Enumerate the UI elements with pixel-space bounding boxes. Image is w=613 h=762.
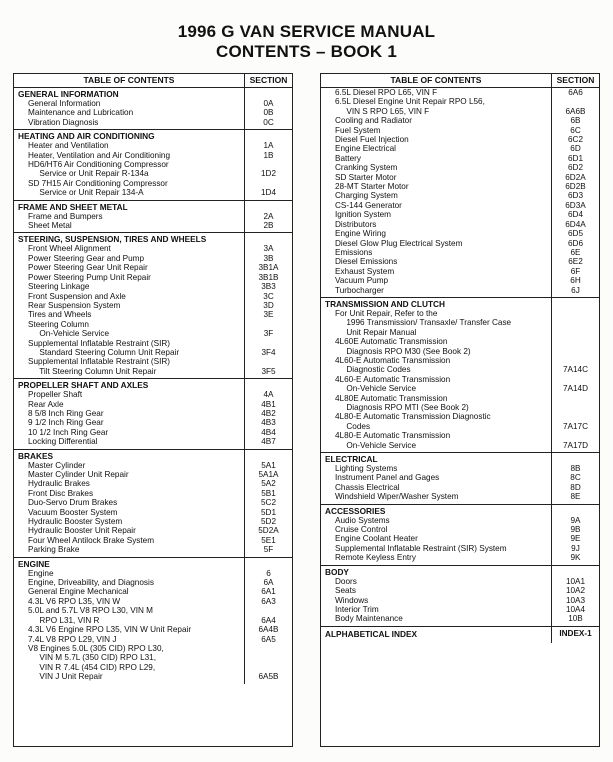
toc-group-title: ENGINE — [18, 558, 50, 569]
toc-section-code: 6H — [570, 276, 581, 286]
toc-entry[interactable] — [321, 375, 599, 394]
toc-entry[interactable] — [321, 276, 599, 285]
toc-entry-title: 8 5/8 Inch Ring Gear — [28, 408, 104, 418]
toc-entry[interactable] — [321, 553, 599, 562]
toc-entry-title: 4L80-E Automatic Transmission Diagnostic Codes — [335, 412, 491, 431]
toc-section-code: 6D5 — [567, 229, 584, 239]
toc-section-code: 5F — [263, 545, 274, 555]
toc-section-code: 6E2 — [568, 257, 583, 267]
toc-entry-title: Tires and Wheels — [28, 310, 92, 320]
toc-entry-title: Turbocharger — [335, 285, 384, 295]
toc-entry-title: Heater and Ventilation — [28, 141, 109, 151]
toc-entry[interactable] — [321, 239, 599, 248]
toc-entry[interactable] — [321, 154, 599, 163]
toc-entry-title: 10 1/2 Inch Ring Gear — [28, 427, 109, 437]
toc-group — [321, 566, 599, 627]
toc-entry[interactable] — [14, 320, 292, 339]
toc-section-code: 7A14D — [562, 384, 589, 394]
toc-entry-title: Audio Systems — [335, 515, 390, 525]
toc-group — [321, 627, 599, 643]
toc-entry-title: 6.5L Diesel RPO L65, VIN F — [335, 88, 438, 97]
contents-title: CONTENTS – BOOK 1 — [216, 42, 397, 61]
toc-entry[interactable] — [321, 544, 599, 553]
toc-entry[interactable] — [14, 437, 292, 446]
toc-section-code: 6D4 — [567, 210, 584, 220]
toc-entry-title: HD6/HT6 Air Conditioning Compressor Service or Unit Repair R-134a — [28, 160, 169, 179]
toc-entry-title: Fuel System — [335, 125, 381, 135]
toc-section-code: 6A — [263, 578, 274, 588]
toc-section-code: 6A6B — [565, 106, 586, 116]
toc-table-left — [13, 73, 293, 747]
toc-section-code: 8E — [570, 492, 581, 502]
toc-group-title: ELECTRICAL — [325, 454, 378, 465]
toc-entry-title: Engine Wiring — [335, 229, 386, 239]
toc-header — [14, 74, 292, 88]
toc-section-code: 6F — [570, 266, 581, 276]
toc-section-code: 6D3A — [565, 200, 586, 210]
toc-entry-title: Four Wheel Antilock Brake System — [28, 535, 155, 545]
toc-entry-title: Heater, Ventilation and Air Conditioning — [28, 150, 171, 160]
toc-entry-title: Cruise Control — [335, 525, 388, 535]
toc-group — [14, 130, 292, 200]
toc-entry[interactable] — [321, 577, 599, 586]
toc-entry-title: Frame and Bumpers — [28, 211, 103, 221]
toc-section-code: 10A1 — [565, 576, 586, 586]
manual-title: 1996 G VAN SERVICE MANUAL — [177, 22, 436, 41]
toc-section-code: 7A17D — [562, 440, 589, 450]
toc-entry-title: Diesel Fuel Injection — [335, 135, 409, 145]
toc-section-code: 5D2 — [260, 517, 277, 527]
toc-entry[interactable] — [321, 516, 599, 525]
toc-entry[interactable] — [321, 586, 599, 595]
toc-group — [321, 88, 599, 298]
toc-section-code: 6 — [266, 568, 271, 578]
toc-entry[interactable] — [14, 292, 292, 301]
toc-section-code: 10B — [568, 614, 583, 624]
toc-section-code: 6E — [570, 247, 581, 257]
toc-entry-title: General Engine Mechanical — [28, 587, 129, 597]
toc-section-code: 0B — [263, 108, 274, 118]
toc-entry[interactable] — [14, 489, 292, 498]
toc-entry-title: 7.4L V8 RPO L29, VIN J — [28, 634, 117, 644]
toc-entry[interactable] — [14, 625, 292, 634]
toc-entry-title: Vibration Diagnosis — [28, 117, 99, 127]
toc-section-code: 6J — [571, 285, 580, 295]
toc-entry[interactable] — [14, 357, 292, 376]
toc-entry-title: Remote Keyless Entry — [335, 553, 416, 563]
toc-group-title: STEERING, SUSPENSION, TIRES AND WHEELS — [18, 234, 207, 245]
toc-entry[interactable] — [14, 282, 292, 291]
toc-section-code: 0C — [263, 117, 274, 127]
toc-entry[interactable] — [14, 517, 292, 526]
toc-entry-title: Front Disc Brakes — [28, 488, 94, 498]
toc-entry-title: Charging System — [335, 191, 398, 201]
toc-entry-title: Emissions — [335, 247, 373, 257]
toc-entry-title: 4L60-E Automatic Transmission On-Vehicle Service — [335, 374, 451, 394]
toc-section-code: 6D — [570, 144, 581, 154]
toc-group — [14, 88, 292, 130]
toc-entry[interactable] — [14, 606, 292, 625]
toc-section-code: 9J — [571, 543, 580, 553]
toc-entry-title: Body Maintenance — [335, 614, 403, 624]
toc-header-section: SECTION — [249, 75, 288, 85]
toc-entry[interactable] — [321, 201, 599, 210]
toc-entry-title: Engine — [28, 568, 54, 578]
toc-entry[interactable] — [321, 286, 599, 295]
toc-section-code: 6C — [570, 125, 581, 135]
toc-entry-title: SD Starter Motor — [335, 172, 397, 182]
toc-group-title: PROPELLER SHAFT AND AXLES — [18, 380, 149, 391]
toc-entry-title: Duo-Servo Drum Brakes — [28, 498, 118, 508]
toc-group — [14, 201, 292, 234]
toc-section-code: 3F4 — [261, 347, 276, 357]
toc-entry-title: Vacuum Booster System — [28, 507, 118, 517]
toc-entry[interactable] — [14, 160, 292, 179]
toc-section-code: 4B3 — [261, 418, 276, 428]
toc-entry-title: Rear Axle — [28, 399, 64, 409]
toc-entry[interactable] — [14, 526, 292, 535]
toc-group-title: BRAKES — [18, 450, 54, 461]
toc-entry-title: 6.5L Diesel Engine Unit Repair RPO L56, VIN S RPO L65, VIN F — [335, 97, 485, 116]
toc-header-title: TABLE OF CONTENTS — [321, 74, 552, 87]
toc-entry[interactable] — [14, 409, 292, 418]
toc-entry-title: Cranking System — [335, 163, 398, 173]
toc-section-code: 1D4 — [260, 188, 277, 198]
toc-section-code: 8C — [570, 473, 581, 483]
toc-section-code: 4B2 — [261, 408, 276, 418]
toc-entry[interactable] — [321, 229, 599, 238]
toc-entry[interactable] — [321, 88, 599, 97]
toc-entry[interactable] — [14, 597, 292, 606]
toc-entry-title: Steering Column On-Vehicle Service — [28, 319, 109, 339]
toc-entry-title: Parking Brake — [28, 545, 80, 555]
toc-section-code: 5D2A — [258, 526, 279, 536]
toc-entry[interactable] — [14, 151, 292, 160]
toc-group-title: BODY — [325, 566, 349, 577]
toc-entry[interactable] — [14, 508, 292, 517]
toc-section-code: 10A3 — [565, 595, 586, 605]
toc-entry[interactable] — [321, 483, 599, 492]
toc-section-code: 6C2 — [567, 135, 584, 145]
toc-entry-title: 4.3L V6 RPO L35, VIN W — [28, 596, 121, 606]
toc-section-code: 10A4 — [565, 604, 586, 614]
toc-entry[interactable] — [14, 179, 292, 198]
toc-entry-title: CS-144 Generator — [335, 200, 402, 210]
toc-entry-title: Battery — [335, 153, 361, 163]
toc-section-code: 3F5 — [261, 366, 276, 376]
toc-section-code: 3C — [263, 291, 274, 301]
toc-entry[interactable] — [14, 273, 292, 282]
toc-entry-title: Steering Linkage — [28, 282, 90, 292]
toc-section-code: 5B1 — [261, 488, 276, 498]
toc-section-code: 3E — [263, 310, 274, 320]
toc-entry-title: Front Suspension and Axle — [28, 291, 126, 301]
toc-entry[interactable] — [321, 210, 599, 219]
toc-entry-title: Engine, Driveability, and Diagnosis — [28, 578, 154, 588]
toc-section-code: 2B — [263, 221, 274, 231]
toc-entry[interactable] — [321, 163, 599, 172]
toc-entry-title: 4.3L V6 Engine RPO L35, VIN W Unit Repair — [28, 625, 192, 635]
toc-entry-title: Distributors — [335, 219, 377, 229]
toc-section-code: 3F — [263, 329, 274, 339]
toc-section-code: 9E — [570, 534, 581, 544]
toc-entry[interactable] — [321, 173, 599, 182]
toc-section-code: 6A5 — [261, 634, 276, 644]
toc-section-code: 3B3 — [261, 282, 276, 292]
toc-entry-title: 4L60E Automatic Transmission Diagnosis RPO M30 (See Book 2) — [335, 337, 471, 356]
toc-entry-title: SD 7H15 Air Conditioning Compressor Service or Unit Repair 134-A — [28, 178, 168, 198]
toc-entry-title: Engine Coolant Heater — [335, 534, 418, 544]
toc-section-code: 6D2B — [565, 182, 586, 192]
toc-entry-title: Supplemental Inflatable Restraint (SIR) System — [335, 543, 507, 553]
toc-header-section: SECTION — [556, 75, 595, 85]
toc-section-code: 9K — [570, 553, 581, 563]
toc-entry-title: Vacuum Pump — [335, 276, 389, 286]
toc-entry[interactable] — [321, 191, 599, 200]
toc-section-code: 3A — [263, 244, 274, 254]
toc-section-code: 6A4B — [258, 625, 279, 635]
toc-entry[interactable] — [14, 118, 292, 127]
toc-section-code: 5A2 — [261, 479, 276, 489]
toc-entry-title: 4L60-E Automatic Transmission Diagnostic Codes — [335, 355, 451, 375]
toc-entry[interactable] — [14, 390, 292, 399]
toc-entry-title: Hydraulic Brakes — [28, 479, 90, 489]
toc-group — [14, 233, 292, 379]
toc-section-code: 6B — [570, 116, 581, 126]
toc-entry-title: 9 1/2 Inch Ring Gear — [28, 418, 104, 428]
toc-section-code: 5C2 — [260, 498, 277, 508]
toc-section-code: 7A17C — [562, 421, 589, 431]
toc-section-code: 1D2 — [260, 169, 277, 179]
toc-entry[interactable] — [321, 135, 599, 144]
toc-entry[interactable] — [14, 569, 292, 578]
toc-section-code: 10A2 — [565, 586, 586, 596]
toc-entry[interactable] — [321, 473, 599, 482]
toc-section-code: 6D2 — [567, 163, 584, 173]
toc-section-code: 6A6 — [568, 88, 583, 97]
toc-entry-title: Engine Electrical — [335, 144, 396, 154]
toc-entry[interactable] — [14, 301, 292, 310]
toc-entry[interactable] — [321, 267, 599, 276]
toc-entry[interactable] — [321, 431, 599, 450]
toc-section-code: 8B — [570, 464, 581, 474]
toc-header — [321, 74, 599, 88]
toc-body — [321, 88, 599, 643]
toc-group-title: FRAME AND SHEET METAL — [18, 201, 128, 212]
toc-entry-title: Windshield Wiper/Washer System — [335, 492, 459, 502]
toc-entry-title: Power Steering Gear Unit Repair — [28, 263, 148, 273]
toc-section-code: 4B7 — [261, 437, 276, 447]
toc-entry[interactable] — [321, 492, 599, 501]
toc-entry[interactable] — [321, 596, 599, 605]
toc-section-code: 4B4 — [261, 427, 276, 437]
toc-entry[interactable] — [321, 309, 599, 337]
toc-section-code: 6D3 — [567, 191, 584, 201]
toc-entry[interactable] — [14, 310, 292, 319]
toc-entry-title: Interior Trim — [335, 604, 379, 614]
toc-entry[interactable] — [14, 428, 292, 437]
toc-entry[interactable] — [321, 412, 599, 431]
toc-entry[interactable] — [14, 578, 292, 587]
toc-section-code: 5E1 — [261, 535, 276, 545]
toc-section-code: 6D2A — [565, 172, 586, 182]
toc-entry[interactable] — [321, 144, 599, 153]
toc-entry[interactable] — [321, 220, 599, 229]
toc-entry-title: Rear Suspension System — [28, 300, 121, 310]
toc-entry[interactable] — [14, 221, 292, 230]
toc-entry[interactable] — [321, 614, 599, 623]
toc-entry-title: Sheet Metal — [28, 221, 72, 231]
toc-entry-title: V8 Engines 5.0L (305 CID) RPO L30, VIN M 5.7L (350 CID) RPO L31, VIN R 7.4L (454 CID) RPO L29, VIN J Unit Repair — [28, 643, 164, 682]
toc-entry[interactable] — [321, 97, 599, 116]
toc-entry-title: Diesel Glow Plug Electrical System — [335, 238, 463, 248]
toc-entry[interactable] — [14, 587, 292, 596]
toc-section-code: 3D — [263, 300, 274, 310]
toc-group — [321, 298, 599, 453]
toc-entry-title: 28-MT Starter Motor — [335, 182, 409, 192]
toc-entry-title: Propeller Shaft — [28, 390, 83, 400]
toc-group-title-row — [321, 627, 599, 641]
toc-entry[interactable] — [321, 337, 599, 356]
toc-entry-title: Hydraulic Booster Unit Repair — [28, 526, 136, 536]
toc-entry-title: Cooling and Radiator — [335, 116, 412, 126]
toc-group — [321, 453, 599, 505]
toc-group — [14, 450, 292, 558]
toc-entry[interactable] — [14, 99, 292, 108]
toc-entry-title: 4L80-E Automatic Transmission On-Vehicle Service — [335, 431, 451, 450]
toc-entry[interactable] — [14, 254, 292, 263]
toc-section-code: 4B1 — [261, 399, 276, 409]
toc-section-code: 1A — [263, 141, 274, 151]
toc-entry[interactable] — [14, 545, 292, 554]
toc-entry-title: Seats — [335, 586, 356, 596]
toc-table-right — [320, 73, 600, 747]
toc-entry[interactable] — [321, 525, 599, 534]
toc-entry[interactable] — [14, 635, 292, 644]
toc-header-title: TABLE OF CONTENTS — [14, 74, 245, 87]
toc-entry-title: Locking Differential — [28, 437, 98, 447]
toc-section-code: 1B — [263, 150, 274, 160]
toc-entry[interactable] — [14, 644, 292, 682]
toc-entry-title: For Unit Repair, Refer to the 1996 Transmission/ Transaxle/ Transfer Case Unit Repair Manual — [335, 308, 512, 337]
toc-entry[interactable] — [14, 536, 292, 545]
toc-section-code: 6D6 — [567, 238, 584, 248]
toc-section-code: 3B1B — [258, 272, 279, 282]
toc-section-code: 7A14C — [562, 365, 589, 375]
toc-entry-title: Chassis Electrical — [335, 482, 400, 492]
toc-entry-title: Hydraulic Booster System — [28, 517, 123, 527]
toc-section-code: 4A — [263, 390, 274, 400]
toc-entry[interactable] — [14, 498, 292, 507]
toc-section-code: 5A1A — [258, 470, 279, 479]
toc-entry-title: Master Cylinder — [28, 460, 86, 470]
toc-entry-title: Supplemental Inflatable Restraint (SIR) Standard Steering Column Unit Repair — [28, 338, 180, 357]
toc-group-title: HEATING AND AIR CONDITIONING — [18, 131, 155, 142]
toc-entry-title: Windows — [335, 595, 369, 605]
toc-section-code: 3B1A — [258, 263, 279, 273]
toc-entry-title: Lighting Systems — [335, 464, 398, 474]
toc-entry[interactable] — [14, 244, 292, 253]
toc-entry[interactable] — [14, 141, 292, 150]
toc-entry[interactable] — [321, 394, 599, 413]
toc-section-code: 6A1 — [261, 587, 276, 597]
toc-section-code: 5A1 — [261, 460, 276, 470]
toc-group-title: TRANSMISSION AND CLUTCH — [325, 298, 445, 309]
toc-entry[interactable] — [321, 356, 599, 375]
toc-group-title: ALPHABETICAL INDEX — [325, 628, 418, 639]
toc-section-code: 6A4 — [261, 615, 276, 625]
toc-section-code: 6D1 — [567, 153, 584, 163]
toc-entry-title: Ignition System — [335, 210, 391, 220]
toc-entry-title: Exhaust System — [335, 266, 395, 276]
toc-entry[interactable] — [321, 116, 599, 125]
toc-section-code: 3B — [263, 253, 274, 263]
toc-entry[interactable] — [321, 605, 599, 614]
toc-group-title: ACCESSORIES — [325, 505, 386, 516]
toc-entry-title: Front Wheel Alignment — [28, 244, 111, 254]
toc-entry[interactable] — [321, 257, 599, 266]
toc-entry-title: Power Steering Gear and Pump — [28, 253, 145, 263]
toc-entry-title: Maintenance and Lubrication — [28, 108, 134, 118]
toc-section-code: 9A — [570, 515, 581, 525]
toc-entry[interactable] — [14, 339, 292, 358]
toc-entry-title: 4L80E Automatic Transmission Diagnosis RPO MTI (See Book 2) — [335, 393, 469, 412]
toc-section-code: 5D1 — [260, 507, 277, 517]
toc-group — [321, 505, 599, 566]
toc-entry-title: Master Cylinder Unit Repair — [28, 470, 129, 479]
toc-section-code: 6A3 — [261, 596, 276, 606]
toc-entry-title: Diesel Emissions — [335, 257, 398, 267]
toc-entry[interactable] — [321, 534, 599, 543]
toc-entry[interactable] — [321, 464, 599, 473]
toc-section-code: 9B — [570, 525, 581, 535]
toc-entry-title: 5.0L and 5.7L V8 RPO L30, VIN M RPO L31, VIN R — [28, 606, 154, 625]
toc-section-code: 6A5B — [258, 672, 279, 682]
toc-group — [14, 379, 292, 449]
toc-entry[interactable] — [321, 182, 599, 191]
toc-section-code: 0A — [263, 99, 274, 108]
toc-entry[interactable] — [14, 461, 292, 470]
toc-section-code: 2A — [263, 211, 274, 221]
toc-entry-title: Doors — [335, 576, 357, 586]
toc-section-code: 6D4A — [565, 219, 586, 229]
toc-entry-title: Supplemental Inflatable Restraint (SIR) Tilt Steering Column Unit Repair — [28, 357, 170, 376]
toc-group — [14, 558, 292, 684]
toc-entry[interactable] — [14, 400, 292, 409]
toc-entry-title: Instrument Panel and Gages — [335, 473, 440, 483]
toc-entry[interactable] — [14, 418, 292, 427]
toc-entry[interactable] — [14, 470, 292, 479]
toc-entry[interactable] — [14, 263, 292, 272]
toc-entry[interactable] — [14, 479, 292, 488]
toc-entry-title: Power Steering Pump Unit Repair — [28, 272, 151, 282]
toc-body — [14, 88, 292, 684]
toc-entry[interactable] — [321, 248, 599, 257]
toc-entry-title: General Information — [28, 99, 101, 108]
toc-entry[interactable] — [321, 126, 599, 135]
toc-section-code: INDEX-1 — [559, 629, 592, 639]
toc-section-code: 8D — [570, 482, 581, 492]
toc-group-title: GENERAL INFORMATION — [18, 89, 119, 99]
toc-entry[interactable] — [14, 108, 292, 117]
toc-entry[interactable] — [14, 212, 292, 221]
